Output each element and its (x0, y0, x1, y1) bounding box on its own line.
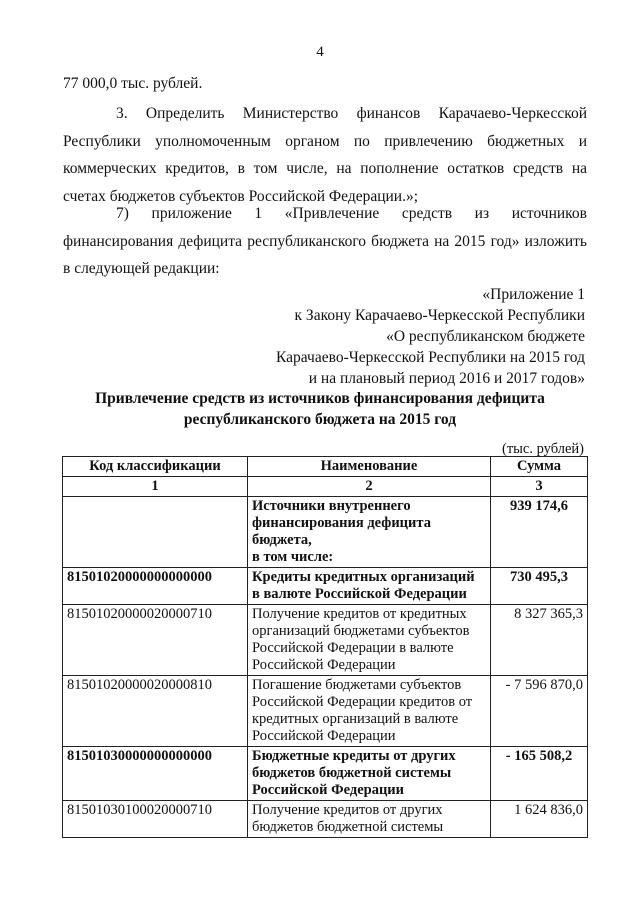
cell-code: 81501020000000000000 (63, 568, 248, 605)
cell-sum: 8 327 365,3 (491, 605, 588, 676)
cell-name: Получение кредитов от кредитных организаций бюджетами субъектов Российской Федерации в валюте Российской Федерации (248, 605, 491, 676)
appendix-line: Карачаево-Черкесской Республики на 2015 год (276, 349, 585, 366)
cell-code: 81501020000020000710 (63, 605, 248, 676)
appendix-line: к Закону Карачаево-Черкесской Республики (294, 307, 585, 324)
cell-name: Получение кредитов от других бюджетов бюджетной системы (248, 801, 491, 838)
column-number: 1 (63, 477, 248, 497)
cell-code (63, 497, 248, 568)
appendix-header (276, 284, 585, 389)
header-code: Код классификации (63, 457, 248, 477)
document-title (0, 388, 640, 430)
cell-code: 81501020000020000810 (63, 676, 248, 747)
funding-sources-table (62, 456, 588, 838)
title-line: Привлечение средств из источников финансирования дефицита (95, 390, 545, 407)
column-number: 2 (248, 477, 491, 497)
table-row (63, 747, 588, 801)
table-row (63, 497, 588, 568)
table-header-row (63, 457, 588, 477)
header-name: Наименование (248, 457, 491, 477)
table-row (63, 605, 588, 676)
units-label: (тыс. рублей) (502, 441, 584, 457)
column-number: 3 (491, 477, 588, 497)
appendix-line: «Приложение 1 (482, 286, 585, 303)
title-line: республиканского бюджета на 2015 год (183, 411, 457, 428)
cell-sum: 1 624 836,0 (491, 801, 588, 838)
cell-sum: 730 495,3 (491, 568, 588, 605)
table-row (63, 676, 588, 747)
paragraph-continuation: 77 000,0 тыс. рублей. (63, 75, 203, 92)
cell-code: 81501030100020000710 (63, 801, 248, 838)
table-row (63, 568, 588, 605)
cell-name: Источники внутреннего финансирования дефицита бюджета, в том числе: (248, 497, 491, 568)
paragraph-item-3: 3. Определить Министерство финансов Карачаево-Черкесской Республики уполномоченным органом по привлечению бюджетных и коммерческих кредитов, в том числе, на пополнение остатков средств на счетах бюджетов субъектов Российской Федерации.»; (63, 105, 587, 205)
cell-name: Бюджетные кредиты от других бюджетов бюджетной системы Российской Федерации (248, 747, 491, 801)
cell-name: Кредиты кредитных организаций в валюте Российской Федерации (248, 568, 491, 605)
cell-name: Погашение бюджетами субъектов Российской Федерации кредитов от кредитных организаций в валюте Российской Федерации (248, 676, 491, 747)
page-number: 4 (316, 44, 324, 60)
cell-code: 81501030000000000000 (63, 747, 248, 801)
paragraph-item-7: 7) приложение 1 «Привлечение средств из источников финансирования дефицита республиканского бюджета на 2015 год» изложить в следующей редакции: (63, 205, 587, 277)
appendix-line: «О республиканском бюджете (386, 328, 585, 345)
appendix-line: и на плановый период 2016 и 2017 годов» (308, 370, 585, 387)
table-row (63, 801, 588, 838)
column-number-row (63, 477, 588, 497)
header-sum: Сумма (491, 457, 588, 477)
cell-sum: - 7 596 870,0 (491, 676, 588, 747)
cell-sum: 939 174,6 (491, 497, 588, 568)
cell-sum: - 165 508,2 (491, 747, 588, 801)
